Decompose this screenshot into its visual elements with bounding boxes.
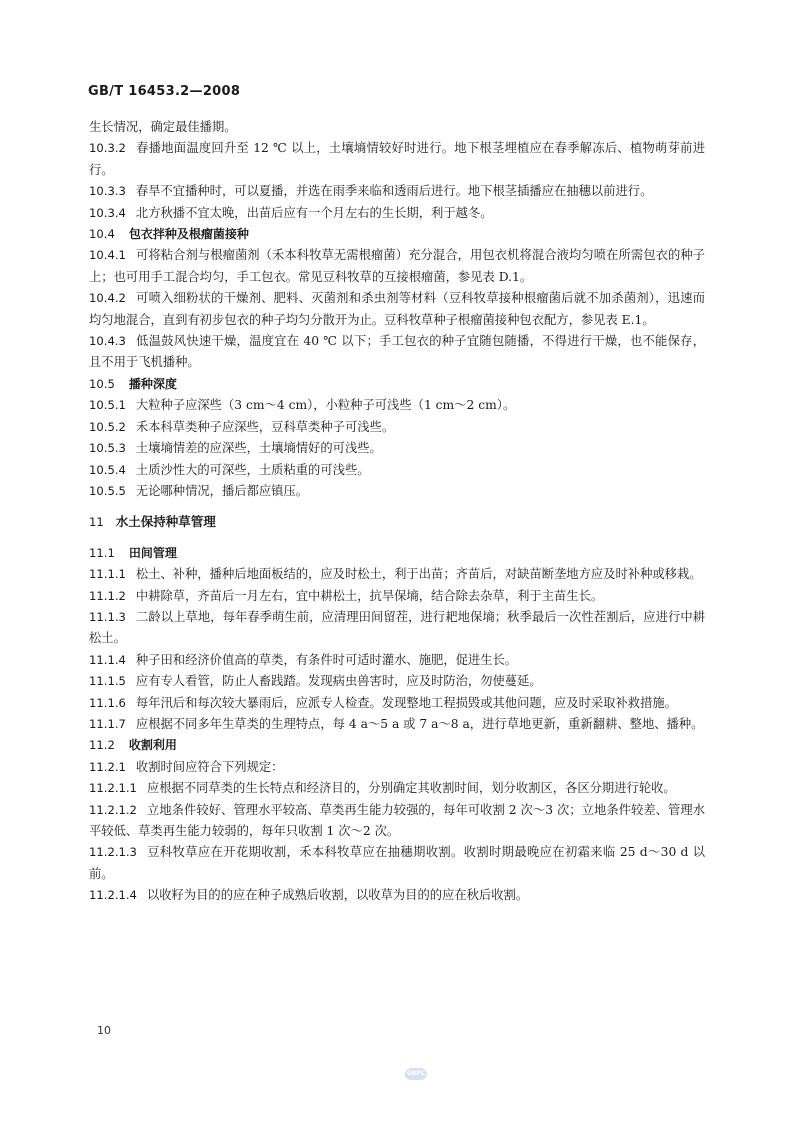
clause-text: 以收籽为目的的应在种子成熟后收割，以收草为目的的应在秋后收割。 <box>146 888 529 903</box>
clause-text: 春播地面温度回升至 12 ℃ 以上，土壤墒情较好时进行。地下根茎埋植应在春季解冻后、植物萌芽前进行。 <box>89 141 705 177</box>
standard-code: GB/T 16453.2—2008 <box>88 84 241 99</box>
clause-text: 种子田和经济价值高的草类，有条件时可适时灌水、施肥，促进生长。 <box>135 652 518 667</box>
clause-paragraph <box>89 607 705 650</box>
clause-text: 低温鼓风快速干燥，温度宜在 40 ℃ 以下；手工包衣的种子宜随包随播，不得进行干燥，也不能保存，且不用于飞机播种。 <box>89 334 705 370</box>
clause-number: 11.1.1 <box>89 567 126 582</box>
clause-text: 禾本科草类种子应深些，豆科草类种子可浅些。 <box>135 419 395 434</box>
clause-paragraph <box>89 693 705 714</box>
clause-number: 10.5 <box>89 376 115 391</box>
clause-paragraph <box>89 288 705 331</box>
clause-number: 11.1.6 <box>89 695 126 710</box>
clause-text: 土壤墒情差的应深些，土壤墒情好的可浅些。 <box>135 441 382 456</box>
section-heading <box>89 735 705 756</box>
clause-number: 11.2.1.4 <box>89 888 137 903</box>
clause-text: 应有专人看管，防止人畜践踏。发现病虫兽害时，应及时防治，勿使蔓延。 <box>135 674 542 689</box>
clause-text: 春旱不宜播种时，可以夏播，并选在雨季来临和透雨后进行。地下根茎插播应在抽穗以前进行。 <box>135 184 653 199</box>
clause-number: 10.4.2 <box>89 291 126 306</box>
clause-text: 包衣拌种及根瘤菌接种 <box>128 227 249 242</box>
clause-paragraph <box>89 417 705 438</box>
clause-text: 可将粘合剂与根瘤菌剂（禾本科牧草无需根瘤菌）充分混合，用包衣机将混合液均匀喷在所需包衣的种子上；也可用手工混合均匀，手工包衣。常见豆科牧草的互接根瘤菌，参见表 D.1。 <box>89 248 705 284</box>
clause-number: 11.2 <box>89 738 115 753</box>
clause-paragraph <box>89 586 705 607</box>
clause-number: 10.4.1 <box>89 248 126 263</box>
clause-paragraph <box>89 650 705 671</box>
clause-text: 播种深度 <box>128 376 177 391</box>
clause-paragraph <box>89 117 705 138</box>
clause-number: 10.5.4 <box>89 462 126 477</box>
clause-text: 无论哪种情况，播后都应镇压。 <box>135 483 309 498</box>
clause-paragraph <box>89 245 705 288</box>
clause-paragraph <box>89 138 705 181</box>
clause-paragraph <box>89 757 705 778</box>
clause-text: 土质沙性大的可深些，土质粘重的可浅些。 <box>135 462 370 477</box>
clause-text: 收割时间应符合下列规定： <box>135 759 284 774</box>
clause-paragraph <box>89 800 705 843</box>
section-heading <box>89 543 705 564</box>
clause-text: 松土、补种，播种后地面板结的，应及时松土，利于出苗；齐苗后，对缺苗断垄地方应及时补种或移栽。 <box>135 567 702 582</box>
clause-number: 11.1.2 <box>89 588 126 603</box>
clause-number: 11.1.4 <box>89 652 126 667</box>
clause-number: 10.3.4 <box>89 205 126 220</box>
clause-paragraph <box>89 438 705 459</box>
clause-paragraph <box>89 671 705 692</box>
clause-text: 立地条件较好、管理水平较高、草类再生能力较强的，每年可收割 2 次～3 次；立地条件较差、管理水平较低、草类再生能力较弱的，每年只收割 1 次～2 次。 <box>89 802 705 838</box>
clause-paragraph <box>89 842 705 885</box>
clause-paragraph <box>89 395 705 416</box>
clause-number: 10.5.5 <box>89 483 126 498</box>
clause-number: 11.1.7 <box>89 716 126 731</box>
clause-paragraph <box>89 714 705 735</box>
document-body <box>89 117 705 907</box>
section-heading <box>89 374 705 395</box>
clause-number: 11.2.1.3 <box>89 845 137 860</box>
clause-paragraph <box>89 460 705 481</box>
clause-paragraph <box>89 564 705 585</box>
clause-number: 10.4 <box>89 227 115 242</box>
clause-number: 11.2.1.2 <box>89 802 137 817</box>
clause-paragraph <box>89 181 705 202</box>
clause-number: 11.2.1 <box>89 759 126 774</box>
clause-number: 11.1.5 <box>89 674 126 689</box>
clause-number: 11.1.3 <box>89 609 126 624</box>
clause-text: 大粒种子应深些（3 cm～4 cm），小粒种子可浅些（1 cm～2 cm）。 <box>135 398 516 413</box>
clause-number: 11.2.1.1 <box>89 781 137 796</box>
clause-text: 北方秋播不宜太晚，出苗后应有一个月左右的生长期，利于越冬。 <box>135 205 493 220</box>
clause-text: 豆科牧草应在开花期收割，禾本科牧草应在抽穗期收割。收割时期最晚应在初霜来临 25 d～30 d 以前。 <box>89 845 705 881</box>
clause-paragraph <box>89 885 705 906</box>
clause-text: 水土保持种草管理 <box>115 514 216 530</box>
watermark-logo: GBPC <box>405 1068 427 1080</box>
clause-text: 中耕除草，齐苗后一月左右，宜中耕松土，抗旱保墒，结合除去杂草，利于主苗生长。 <box>135 588 604 603</box>
clause-number: 10.5.3 <box>89 441 126 456</box>
clause-paragraph <box>89 203 705 224</box>
clause-text: 田间管理 <box>128 545 177 560</box>
clause-number: 10.5.1 <box>89 398 126 413</box>
page-number: 10 <box>97 1024 111 1037</box>
clause-text: 应根据不同多年生草类的生理特点，每 4 a～5 a 或 7 a～8 a，进行草地更新，重新翻耕、整地、播种。 <box>135 716 704 731</box>
clause-text: 每年汛后和每次较大暴雨后，应派专人检查。发现整地工程损毁或其他问题，应及时采取补救措施。 <box>135 695 677 710</box>
clause-number: 10.4.3 <box>89 334 126 349</box>
clause-paragraph <box>89 778 705 799</box>
section-heading <box>89 224 705 245</box>
clause-number: 10.3.2 <box>89 141 126 156</box>
clause-text: 收割利用 <box>128 738 177 753</box>
clause-text: 可喷入细粉状的干燥剂、肥料、灭菌剂和杀虫剂等材料（豆科牧草接种根瘤菌后就不加杀菌剂），迅速而均匀地混合，直到有初步包衣的种子均匀分散开为止。豆科牧草种子根瘤菌接种包衣配方，参见表 E.1。 <box>89 291 705 327</box>
clause-number: 10.5.2 <box>89 419 126 434</box>
clause-number: 11 <box>89 515 104 530</box>
clause-text: 生长情况，确定最佳播期。 <box>89 120 237 134</box>
clause-paragraph <box>89 481 705 502</box>
chapter-heading <box>89 511 705 533</box>
clause-text: 应根据不同草类的生长特点和经济目的，分别确定其收割时间，划分收割区，各区分期进行轮收。 <box>146 781 676 796</box>
clause-number: 11.1 <box>89 545 115 560</box>
clause-text: 二龄以上草地，每年春季萌生前，应清理田间留茬，进行耙地保墒；秋季最后一次性茬割后，应进行中耕松土。 <box>89 609 705 646</box>
clause-number: 10.3.3 <box>89 184 126 199</box>
clause-paragraph <box>89 331 705 374</box>
